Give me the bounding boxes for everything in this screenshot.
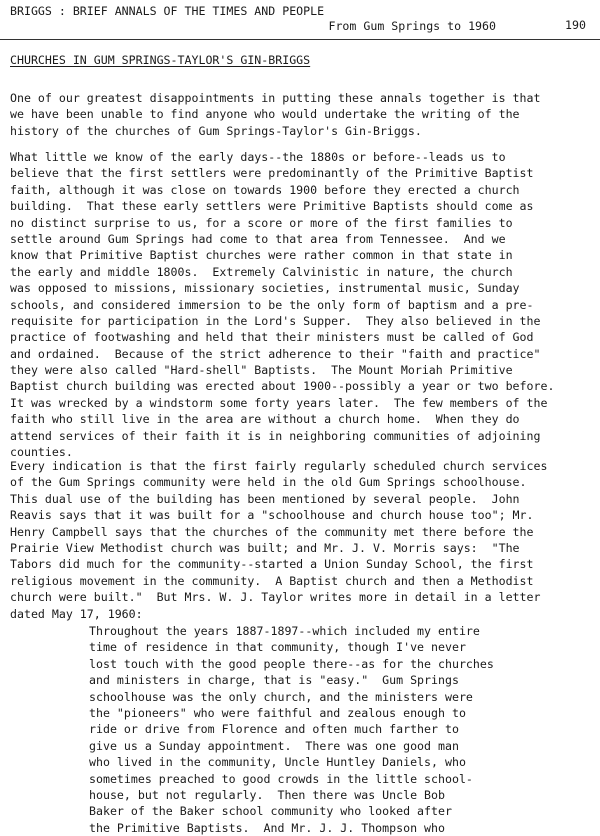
text-line: Baptist church building was erected about 1900--possibly a year or two before. [10, 379, 555, 394]
quote-line: ride or drive from Florence and often much farther to [89, 722, 459, 737]
quote-line: schoolhouse was the only church, and the ministers were [89, 689, 473, 704]
quote-line: the Primitive Baptists. And Mr. J. J. Thompson who [89, 820, 445, 835]
text-line: Henry Campbell says that the churches of the community met there before the [10, 524, 534, 539]
text-line: the early and middle 1800s. Extremely Calvinistic in nature, the church [10, 264, 513, 279]
text-line: This dual use of the building has been mentioned by several people. John [10, 491, 520, 506]
quote-line: time of residence in that community, though I've never [89, 640, 466, 655]
quote-line: give us a Sunday appointment. There was one good man [89, 738, 459, 753]
quote-line: lost touch with the good people there--as for the churches [89, 656, 494, 671]
text-line: was opposed to missions, missionary societies, instrumental music, Sunday [10, 281, 520, 296]
text-line: Tabors did much for the community--started a Union Sunday School, the first [10, 557, 534, 572]
text-line: practice of footwashing and held that their ministers must be called of God [10, 330, 534, 345]
text-line: requisite for participation in the Lord's Supper. They also believed in the [10, 313, 541, 328]
text-line: faith who still live in the area are without a church home. When they do [10, 412, 520, 427]
quote-line: the "pioneers" who were faithful and zealous enough to [89, 705, 466, 720]
page-number: 190 [565, 18, 586, 32]
text-line: faith, although it was close on towards 1900 before they erected a church [10, 182, 520, 197]
text-line: they were also called "Hard-shell" Baptists. The Mount Moriah Primitive [10, 363, 513, 378]
text-line: attend services of their faith it is in neighboring communities of adjoining [10, 428, 541, 443]
text-line: One of our greatest disappointments in putting these annals together is that [10, 91, 541, 105]
text-line: building. That these early settlers were Primitive Baptists should come as [10, 199, 534, 214]
block-quote [89, 623, 494, 836]
text-line: Reavis says that it was built for a "schoolhouse and church house too"; Mr. [10, 508, 534, 523]
quote-line: house, but not regularly. Then there was Uncle Bob [89, 787, 445, 802]
quote-line: who lived in the community, Uncle Huntley Daniels, who [89, 755, 466, 770]
text-line: dated May 17, 1960: [10, 606, 143, 621]
running-header-title: BRIGGS : BRIEF ANNALS OF THE TIMES AND PEOPLE [10, 4, 325, 18]
text-line: Prairie View Methodist church was built; and Mr. J. V. Morris says: "The [10, 540, 520, 555]
running-header-subtitle: From Gum Springs to 1960 [328, 19, 496, 33]
text-line: no distinct surprise to us, for a score or more of the first families to [10, 215, 513, 230]
text-line: Every indication is that the first fairly regularly scheduled church services [10, 459, 548, 473]
paragraph-1 [10, 90, 540, 139]
text-line: It was wrecked by a windstorm some forty years later. The few members of the [10, 395, 548, 410]
quote-line: and ministers in charge, that is "easy." Gum Springs [89, 673, 459, 688]
paragraph-3 [10, 458, 547, 622]
quote-line: Baker of the Baker school community who looked after [89, 804, 452, 819]
text-line: we have been unable to find anyone who would undertake the writing of the [10, 107, 520, 122]
text-line: of the Gum Springs community were held in the old Gum Springs schoolhouse. [10, 475, 527, 490]
text-line: church were built." But Mrs. W. J. Taylor writes more in detail in a letter [10, 590, 541, 605]
quote-line: Throughout the years 1887-1897--which included my entire [89, 624, 480, 638]
text-line: believe that the first settlers were predominantly of the Primitive Baptist [10, 166, 534, 181]
text-line: history of the churches of Gum Springs-Taylor's Gin-Briggs. [10, 123, 422, 138]
section-title: CHURCHES IN GUM SPRINGS-TAYLOR'S GIN-BRIGGS [10, 53, 311, 67]
text-line: What little we know of the early days--the 1880s or before--leads us to [10, 150, 506, 164]
text-line: religious movement in the community. A Baptist church and then a Methodist [10, 573, 534, 588]
header-divider [0, 39, 600, 40]
text-line: settle around Gum Springs had come to that area from Tennessee. And we [10, 231, 506, 246]
text-line: and ordained. Because of the strict adherence to their "faith and practice" [10, 346, 541, 361]
text-line: know that Primitive Baptist churches were rather common in that state in [10, 248, 513, 263]
text-line: schools, and considered immersion to be the only form of baptism and a pre- [10, 297, 534, 312]
text-line: counties. [10, 445, 73, 460]
quote-line: sometimes preached to good crowds in the little school- [89, 771, 473, 786]
paragraph-2 [10, 149, 554, 460]
